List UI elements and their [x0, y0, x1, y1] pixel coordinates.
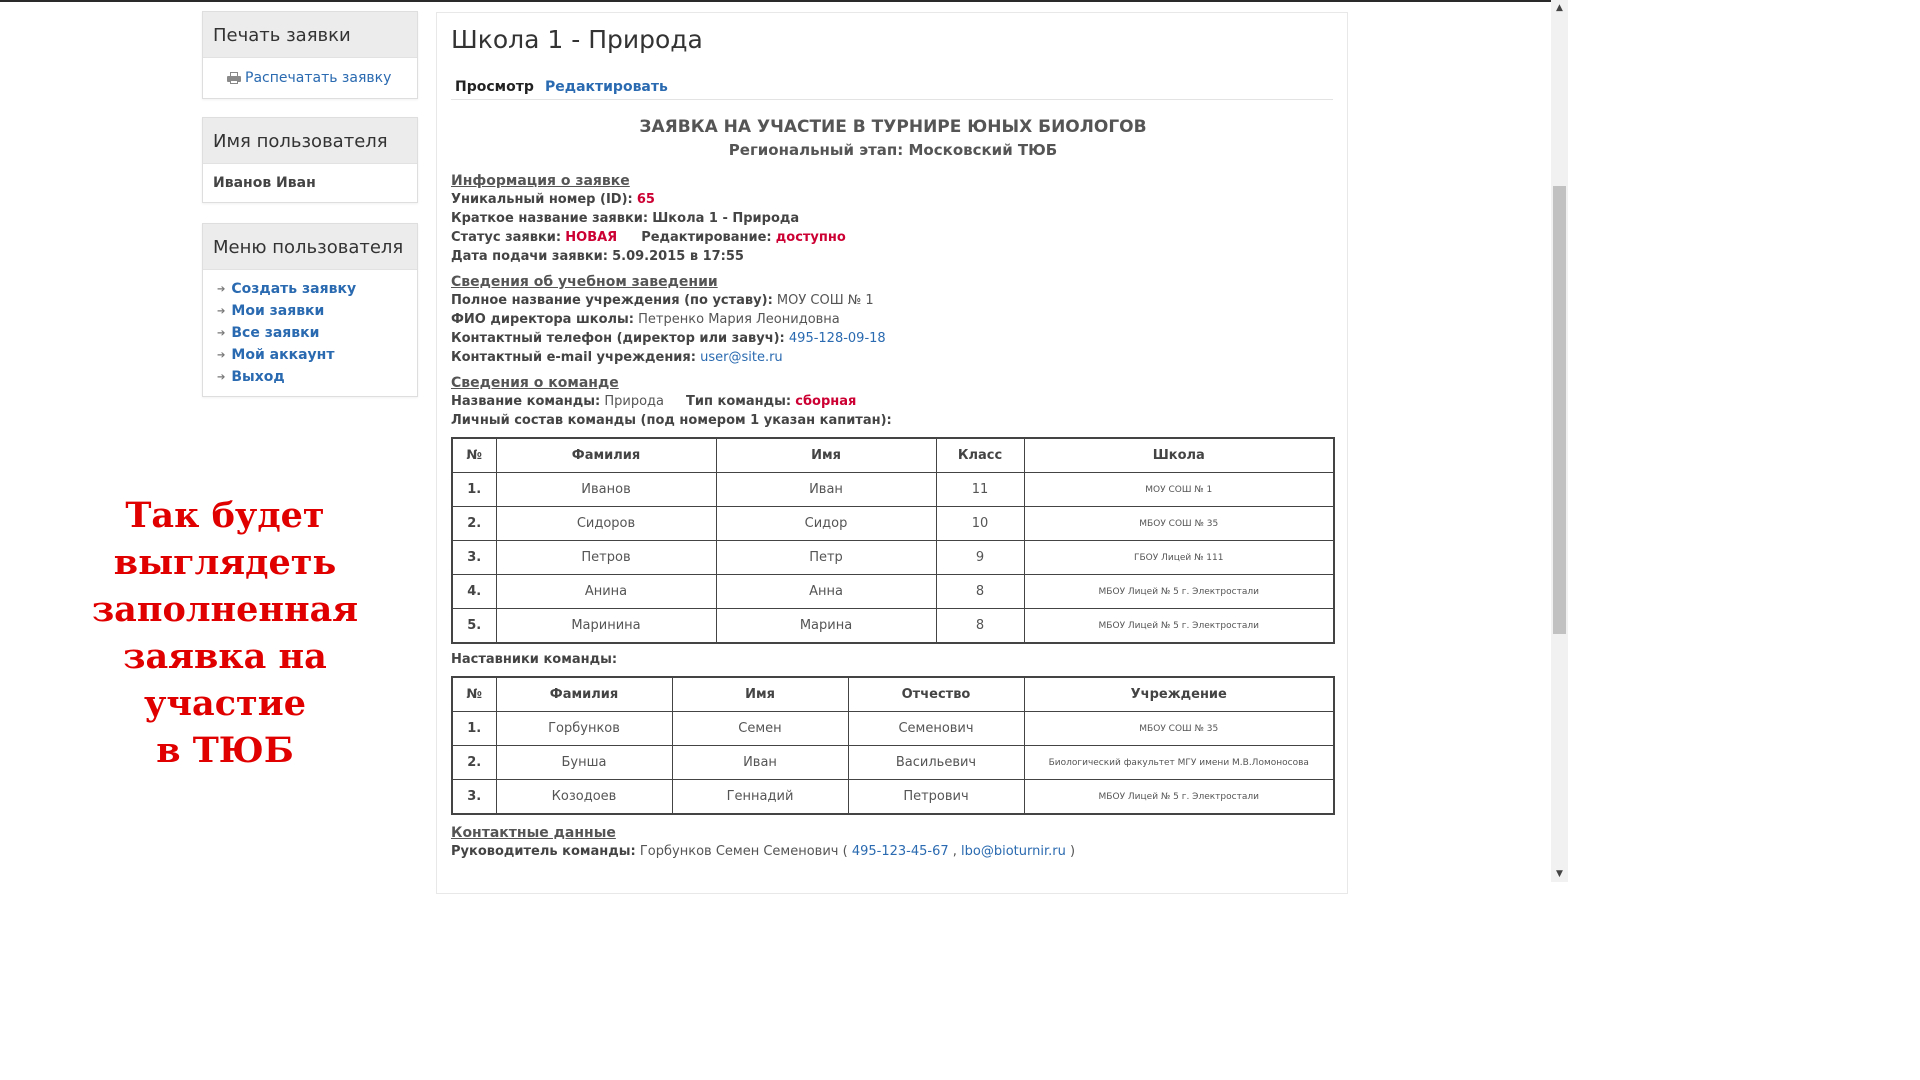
short-name: Школа 1 - Природа [652, 211, 800, 226]
print-request-link[interactable] [213, 64, 407, 92]
cell: 5. [452, 609, 496, 644]
cell: 1. [452, 473, 496, 507]
column-header: Имя [716, 438, 936, 473]
cell: Петрович [848, 780, 1024, 815]
table-row [452, 712, 1334, 746]
cell: Марина [716, 609, 936, 644]
cell: Семенович [848, 712, 1024, 746]
menu-item-all-requests[interactable] [217, 322, 417, 344]
table-row [452, 609, 1334, 644]
tab-edit[interactable]: Редактировать [545, 79, 668, 95]
submission-date: 5.09.2015 в 17:55 [612, 249, 744, 264]
cell: Козодоев [496, 780, 672, 815]
arrow-right-icon: ➔ [217, 305, 226, 317]
tabs [451, 79, 1333, 100]
page-scrollbar[interactable] [1551, 0, 1568, 882]
table-row [452, 780, 1334, 815]
arrow-right-icon: ➔ [217, 371, 226, 383]
menu-item-create-request[interactable] [217, 278, 417, 300]
page-title: Школа 1 - Природа [451, 25, 703, 54]
user-block-title: Имя пользователя [203, 118, 417, 164]
column-header: Фамилия [496, 677, 672, 712]
user-menu [203, 270, 417, 396]
cell: Иванов [496, 473, 716, 507]
field-label: Уникальный номер (ID): [451, 192, 633, 207]
field-label: Редактирование: [641, 230, 772, 245]
table-row [452, 575, 1334, 609]
table-header-row [452, 438, 1334, 473]
column-header: Учреждение [1024, 677, 1334, 712]
cell: 9 [936, 541, 1024, 575]
cell: Биологический факультет МГУ имени М.В.Ломоносова [1024, 746, 1334, 780]
separator: , [952, 844, 957, 859]
menu-item-label[interactable]: Выход [231, 369, 285, 385]
cell: 3. [452, 780, 496, 815]
cell: Петр [716, 541, 936, 575]
cell: МБОУ Лицей № 5 г. Электростали [1024, 780, 1334, 815]
paren: ) [1070, 844, 1076, 859]
cell: МБОУ СОШ № 35 [1024, 507, 1334, 541]
scrollbar-thumb[interactable] [1553, 186, 1566, 634]
cell: 4. [452, 575, 496, 609]
column-header: Имя [672, 677, 848, 712]
cell: МБОУ Лицей № 5 г. Электростали [1024, 609, 1334, 644]
leader-row [451, 844, 1335, 860]
arrow-right-icon: ➔ [217, 327, 226, 339]
field-label: Наставники команды: [451, 652, 618, 667]
cell: Геннадий [672, 780, 848, 815]
mentors-label [451, 652, 1335, 668]
scroll-up-icon[interactable]: ▲ [1556, 3, 1563, 13]
username: Иванов Иван [213, 175, 316, 191]
cell: Бунша [496, 746, 672, 780]
info-short-name-row [451, 211, 1335, 227]
field-label: Личный состав команды (под номером 1 указан капитан): [451, 413, 892, 428]
cell: МБОУ Лицей № 5 г. Электростали [1024, 575, 1334, 609]
school-name-row [451, 293, 1335, 309]
section-heading-team: Сведения о команде [451, 375, 619, 391]
request-document [451, 113, 1335, 860]
director-name: Петренко Мария Леонидовна [638, 312, 840, 327]
leader-phone-link[interactable]: 495-123-45-67 [851, 844, 949, 859]
request-id: 65 [636, 192, 655, 207]
info-status-row [451, 230, 1335, 246]
print-request-label[interactable]: Распечатать заявку [245, 70, 392, 86]
field-label: Руководитель команды: [451, 844, 636, 859]
cell: МОУ СОШ № 1 [1024, 473, 1334, 507]
arrow-right-icon: ➔ [217, 283, 226, 295]
section-heading-info: Информация о заявке [451, 173, 630, 189]
promo-line: заполненная [91, 589, 359, 630]
editing-status: доступно [775, 230, 846, 245]
main-content [436, 12, 1348, 894]
promo-line: выглядеть [113, 542, 337, 583]
cell: 11 [936, 473, 1024, 507]
document-subtitle: Региональный этап: Московский ТЮБ [728, 141, 1058, 159]
team-type: сборная [795, 394, 857, 409]
field-label: Статус заявки: [451, 230, 562, 245]
field-label: Название команды: [451, 394, 601, 409]
document-title: ЗАЯВКА НА УЧАСТИЕ В ТУРНИРЕ ЮНЫХ БИОЛОГОВ [639, 117, 1147, 137]
roster-table [451, 437, 1335, 644]
menu-item-my-account[interactable] [217, 344, 417, 366]
status-badge: НОВАЯ [565, 230, 618, 245]
cell: 2. [452, 746, 496, 780]
column-header: Фамилия [496, 438, 716, 473]
field-label: Тип команды: [686, 394, 792, 409]
table-header-row [452, 677, 1334, 712]
column-header: Школа [1024, 438, 1334, 473]
cell: Анина [496, 575, 716, 609]
mentors-table [451, 676, 1335, 815]
cell: Маринина [496, 609, 716, 644]
menu-item-label[interactable]: Мой аккаунт [231, 347, 335, 363]
school-name: МОУ СОШ № 1 [776, 293, 874, 308]
table-row [452, 507, 1334, 541]
promo-caption [40, 492, 410, 774]
field-label: Контактный e-mail учреждения: [451, 350, 696, 365]
team-name-row [451, 394, 1335, 410]
section-heading-school: Сведения об учебном заведении [451, 274, 718, 290]
cell: 8 [936, 609, 1024, 644]
menu-item-label[interactable]: Создать заявку [231, 281, 357, 297]
promo-line: в ТЮБ [156, 730, 294, 771]
cell: Иван [716, 473, 936, 507]
cell: 8 [936, 575, 1024, 609]
print-block [202, 11, 418, 99]
column-header: № [452, 438, 496, 473]
cell: Горбунков [496, 712, 672, 746]
scroll-down-icon[interactable]: ▼ [1556, 869, 1563, 879]
column-header: № [452, 677, 496, 712]
cell: Анна [716, 575, 936, 609]
user-block [202, 117, 418, 203]
roster-label [451, 413, 1335, 429]
phone-row [451, 331, 1335, 347]
field-label: Контактный телефон (директор или завуч): [451, 331, 785, 346]
cell: 3. [452, 541, 496, 575]
cell: МБОУ СОШ № 35 [1024, 712, 1334, 746]
cell: Петров [496, 541, 716, 575]
table-row [452, 746, 1334, 780]
paren: ( [842, 844, 848, 859]
cell: Иван [672, 746, 848, 780]
cell: 10 [936, 507, 1024, 541]
cell: ГБОУ Лицей № 111 [1024, 541, 1334, 575]
director-row [451, 312, 1335, 328]
cell: 2. [452, 507, 496, 541]
info-id-row [451, 192, 1335, 208]
cell: Сидоров [496, 507, 716, 541]
promo-line: Так будет [125, 495, 325, 536]
info-date-row [451, 249, 1335, 265]
table-row [452, 541, 1334, 575]
promo-line: заявка на участие [123, 636, 327, 724]
user-menu-block [202, 223, 418, 397]
column-header: Класс [936, 438, 1024, 473]
cell: Васильевич [848, 746, 1024, 780]
arrow-right-icon: ➔ [217, 349, 226, 361]
section-heading-contacts: Контактные данные [451, 825, 616, 841]
menu-item-logout[interactable] [217, 366, 417, 388]
print-block-title: Печать заявки [203, 12, 417, 58]
field-label: ФИО директора школы: [451, 312, 635, 327]
field-label: Краткое название заявки: [451, 211, 649, 226]
browser-top-edge [0, 0, 1568, 2]
leader-email-link[interactable]: lbo@bioturnir.ru [961, 844, 1066, 859]
email-row [451, 350, 1335, 366]
cell: 1. [452, 712, 496, 746]
tab-view[interactable]: Просмотр [455, 79, 534, 95]
user-menu-title: Меню пользователя [203, 224, 417, 270]
cell: Сидор [716, 507, 936, 541]
menu-item-label[interactable]: Мои заявки [231, 303, 325, 319]
printer-icon [227, 72, 241, 84]
cell: Семен [672, 712, 848, 746]
field-label: Полное название учреждения (по уставу): [451, 293, 773, 308]
menu-item-my-requests[interactable] [217, 300, 417, 322]
table-row [452, 473, 1334, 507]
team-name: Природа [604, 394, 665, 409]
leader-name: Горбунков Семен Семенович [639, 844, 839, 859]
field-label: Дата подачи заявки: [451, 249, 608, 264]
menu-item-label[interactable]: Все заявки [231, 325, 320, 341]
column-header: Отчество [848, 677, 1024, 712]
school-email-link[interactable]: user@site.ru [700, 350, 783, 365]
school-phone-link[interactable]: 495-128-09-18 [788, 331, 886, 346]
